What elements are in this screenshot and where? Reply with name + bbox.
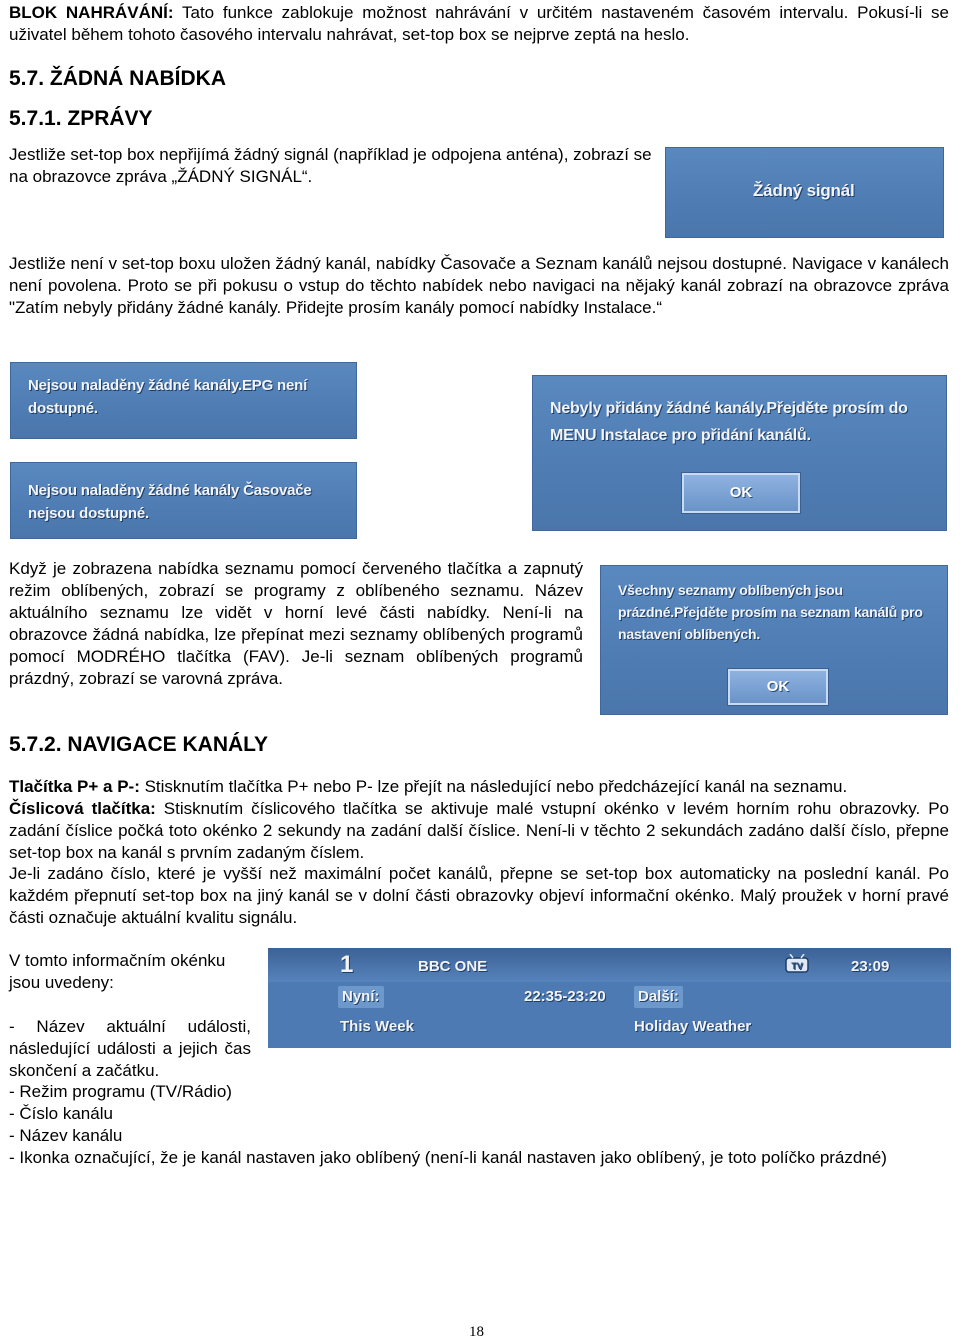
next-label: Další:: [634, 986, 683, 1008]
p-buttons-lead: Tlačítka P+ a P-:: [9, 777, 140, 796]
digit-buttons-text: Stisknutím číslicového tlačítka se aktivuje malé vstupní okénko v levém horním rohu obrazovky. Po zadání číslice počká toto okénko 2 sekundy na zadání další číslice. Není-li v těchto 2 sekundách zadáno další číslo, přepne set-top box na kanál s prvním zadaným číslem.: [9, 799, 949, 862]
info-item-favorite: - Ikonka označující, že je kanál nastaven jako oblíbený (není-li kanál nastaven jako oblíbený, je toto políčko prázdné): [9, 1148, 887, 1167]
no-signal-screen: [665, 147, 944, 238]
no-signal-message: Žádný signál: [753, 181, 855, 200]
intro-lead: BLOK NAHRÁVÁNÍ:: [9, 3, 174, 22]
timers-message: Nejsou naladěny žádné kanály Časovače nejsou dostupné.: [28, 482, 312, 522]
no-channels-paragraph: Jestliže není v set-top boxu uložen žádný kanál, nabídky Časovače a Seznam kanálů nejsou dostupné. Navigace v kanálech není povolena. Proto se při pokusu o vstup do těchto nabídek nebo navigaci na nějaký kanál zobrazí na obrazovce zpráva "Zatím nebyly přidány žádné kanály. Přidejte prosím kanály pomocí nabídky Instalace.“: [9, 254, 949, 317]
heading-5-7-1: 5.7.1. ZPRÁVY: [9, 107, 153, 130]
epg-unavailable-screen: [10, 362, 357, 439]
timers-unavailable-screen: [10, 462, 357, 539]
no-signal-paragraph: Jestliže set-top box nepřijímá žádný signál (například je odpojena anténa), zobrazí se na obrazovce zpráva „ŽÁDNÝ SIGNÁL“.: [9, 145, 652, 186]
info-item-events: - Název aktuální události, následující události a jejich čas skončení a začátku.: [9, 1017, 251, 1080]
info-bar-header: [268, 948, 951, 982]
heading-5-7-2: 5.7.2. NAVIGACE KANÁLY: [9, 733, 269, 756]
p-buttons-paragraph: [9, 776, 949, 798]
p-buttons-text: Stisknutím tlačítka P+ nebo P- lze přejít na následující nebo předcházející kanál na seznamu.: [139, 777, 848, 796]
info-intro: V tomto informačním okénku jsou uvedeny:: [9, 951, 226, 992]
no-channels-ok-button: OK: [682, 473, 800, 513]
max-channel-paragraph: Je-li zadáno číslo, které je vyšší než maximální počet kanálů, přepne se set-top box automaticky na poslední kanál. Po každém přepnutí set-top box na jiný kanál se v dolní části obrazovky objeví informační okénko. Malý proužek v horní pravé části označuje aktuální kvalitu signálu.: [9, 864, 949, 927]
now-title: This Week: [340, 1018, 414, 1035]
info-item-number: - Číslo kanálu: [9, 1104, 113, 1123]
now-time: 22:35-23:20: [524, 988, 606, 1005]
info-item-mode: - Režim programu (TV/Rádio): [9, 1082, 232, 1101]
heading-5-7: 5.7. ŽÁDNÁ NABÍDKA: [9, 67, 227, 90]
next-title: Holiday Weather: [634, 1018, 752, 1035]
favorites-paragraph: Když je zobrazena nabídka seznamu pomocí červeného tlačítka a zapnutý režim oblíbených, zobrazí se programy z oblíbeného seznamu. Název aktuálního seznamu lze vidět v horní levé části nabídky. Není-li na obrazovce žádná nabídka, lze přepínat mezi seznamy oblíbených programů pomocí MODRÉHO tlačítka (FAV). Je-li seznam oblíbených programů prázdný, zobrazí se varovná zpráva.: [9, 559, 583, 688]
now-label: Nyní:: [338, 986, 384, 1008]
favorites-ok-button: OK: [728, 669, 828, 705]
tv-icon: [784, 954, 810, 974]
digit-buttons-paragraph: [9, 798, 949, 864]
favorites-dialog-screen: [600, 565, 948, 715]
no-channels-dialog-message: Nebyly přidány žádné kanály.Přejděte prosím do MENU Instalace pro přidání kanálů.: [550, 400, 908, 444]
digit-buttons-lead: Číslicová tlačítka:: [9, 799, 156, 818]
page-number: 18: [469, 1324, 484, 1340]
favorites-dialog-message: Všechny seznamy oblíbených jsou prázdné.Přejděte prosím na seznam kanálů pro nastavení oblíbených.: [618, 582, 923, 642]
epg-message: Nejsou naladěny žádné kanály.EPG není dostupné.: [28, 377, 308, 417]
info-item-name: - Název kanálu: [9, 1126, 123, 1145]
channel-number: 1: [340, 951, 354, 978]
channel-info-bar: [268, 948, 951, 1048]
svg-text:TV: TV: [791, 961, 803, 971]
clock: 23:09: [851, 958, 890, 975]
intro-paragraph: [9, 2, 949, 46]
intro-text: Tato funkce zablokuje možnost nahrávání v určitém nastaveném časovém intervalu. Pokusí-li se uživatel během tohoto časového intervalu nahrávat, set-top box se nejprve zeptá na heslo.: [9, 3, 950, 44]
channel-name: BBC ONE: [418, 958, 488, 975]
no-channels-dialog-screen: [532, 375, 947, 531]
